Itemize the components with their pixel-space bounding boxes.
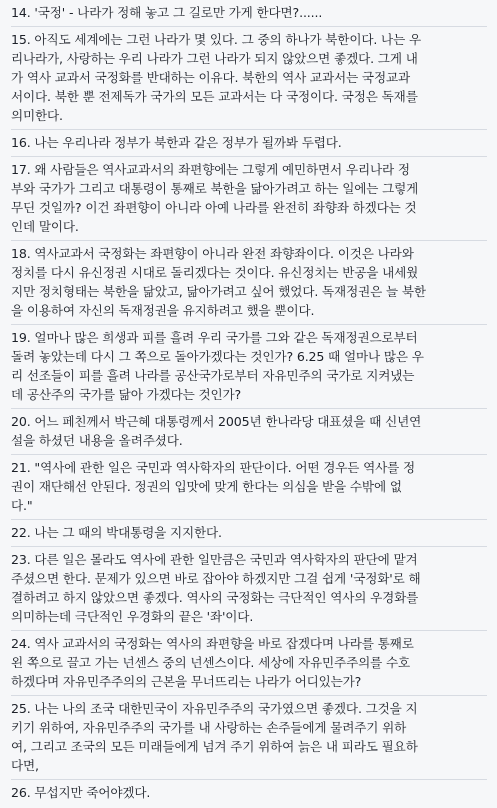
paragraph-22 xyxy=(11,520,487,547)
paragraph-line: 키기 위하여, 자유민주주의 국가를 내 사랑하는 손주들에게 물려주기 위하 xyxy=(11,720,407,735)
paragraph-line: 24. 역사 교과서의 국정화는 역사의 좌편향을 바로 잡겠다며 나라를 통째로 xyxy=(11,636,414,651)
paragraph-line: 가 역사 교과서 국정화를 반대하는 이유다. 북한의 역사 교과서는 국정교과 xyxy=(11,70,410,85)
paragraph-15 xyxy=(11,27,487,130)
paragraph-21 xyxy=(11,455,487,520)
paragraph-line: 인데 말이다. xyxy=(11,219,79,234)
paragraph-line: 의미한다. xyxy=(11,108,63,123)
paragraph-17 xyxy=(11,157,487,241)
paragraph-line: 무딘 것일까? 이건 좌편향이 아니라 아예 나라를 완전히 좌향좌 하겠다는 것 xyxy=(11,200,417,215)
paragraph-25 xyxy=(11,696,487,780)
paragraph-line: 여, 그리고 조국의 모든 미래들에게 넘겨 주기 위하여 늙은 내 피라도 필요하 xyxy=(11,739,418,754)
paragraph-14 xyxy=(11,0,487,27)
paragraph-line: 을 이용하여 자신의 독재정권을 유지하려고 했을 뿐이다. xyxy=(11,303,315,318)
paragraph-18 xyxy=(11,241,487,325)
paragraph-line: 서이다. 북한 뿐 전제독가 국가의 모든 교과서는 다 국정이다. 국정은 독재를 xyxy=(11,89,418,104)
paragraph-line: 데 공산주의 국가를 닮아 가겠다는 것인가? xyxy=(11,387,242,402)
paragraph-line: 의미하는데 극단적인 우경화의 끝은 '좌'이다. xyxy=(11,609,254,624)
paragraph-20 xyxy=(11,409,487,455)
paragraph-line: 20. 어느 페친께서 박근혜 대통령께서 2005년 한나라당 대표셨을 때 신년연 xyxy=(11,414,422,429)
paragraph-line: 15. 아직도 세계에는 그런 나라가 몇 있다. 그 중의 하나가 북한이다. 나는 우 xyxy=(11,32,421,47)
paragraph-line: 결하려고 하지 않았으면 좋겠다. 역사의 국정화는 극단적인 역사의 우경화를 xyxy=(11,590,419,605)
paragraph-line: 왼 쪽으로 끌고 가는 넌센스 중의 넌센스이다. 세상에 자유민주주의를 수호 xyxy=(11,655,410,670)
paragraph-line: 리나라가, 사랑하는 우리 나라가 그런 나라가 되지 않았으면 좋겠다. 그게 내 xyxy=(11,51,418,66)
paragraph-19 xyxy=(11,325,487,409)
paragraph-line: 18. 역사교과서 국정화는 좌편향이 아니라 완전 좌향좌이다. 이것은 나라와 xyxy=(11,246,414,261)
paragraph-line: 다면, xyxy=(11,758,39,773)
paragraph-line: 설을 하셨던 내용을 올려주셨다. xyxy=(11,433,183,448)
paragraph-line: 25. 나는 나의 조국 대한민국이 자유민주주의 국가였으면 좋겠다. 그것을 지 xyxy=(11,701,418,716)
paragraph-line: 23. 다른 일은 몰라도 역사에 관한 일만큼은 국민과 역사학자의 판단에 맡겨 xyxy=(11,552,418,567)
paragraph-line: 부와 국가가 그리고 대통령이 통째로 북한을 닮아가려고 하는 일에는 그렇게 xyxy=(11,181,419,196)
paragraph-26 xyxy=(11,780,487,806)
paragraph-line: 17. 왜 사람들은 역사교과서의 좌편향에는 그렇게 예민하면서 우리나라 정 xyxy=(11,162,410,177)
paragraph-line: 16. 나는 우리나라 정부가 북한과 같은 정부가 될까봐 두렵다. xyxy=(11,135,342,150)
paragraph-24 xyxy=(11,631,487,696)
paragraph-line: 정치를 다시 유신정권 시대로 돌리겠다는 것이다. 유신정치는 반공을 내세웠 xyxy=(11,265,419,280)
paragraph-line: 21. "역사에 관한 일은 국민과 역사학자의 판단이다. 어떤 경우든 역사를 정 xyxy=(11,460,416,475)
paragraph-line: 다." xyxy=(11,498,33,513)
paragraph-line: 주셨으면 한다. 문제가 있으면 바로 잡아야 하겠지만 그걸 쉽게 '국정화'로 해 xyxy=(11,571,421,586)
paragraph-line: 19. 얼마나 많은 희생과 피를 흘려 우리 국가를 그와 같은 독재정권으로부터 xyxy=(11,330,418,345)
paragraph-line: 리 선조들이 피를 흘려 나라를 공산국가로부터 자유민주의 국가로 지켜냈는 xyxy=(11,368,415,383)
paragraph-16 xyxy=(11,130,487,157)
paragraph-line: 14. '국정' - 나라가 정해 놓고 그 길로만 가게 한다면?...... xyxy=(11,5,323,20)
paragraph-23 xyxy=(11,547,487,631)
paragraph-line: 26. 무섭지만 죽어야겠다. xyxy=(11,785,151,800)
paragraph-line: 지만 정치형태는 북한을 닮았고, 닮아가려고 싶어 했었다. 독재정권은 늘 북한 xyxy=(11,284,426,299)
paragraph-line: 권이 재단해선 안된다. 정권의 입맛에 맞게 한다는 의심을 받을 수밖에 없 xyxy=(11,479,402,494)
paragraph-line: 하겠다며 자유민주주의의 근본을 무너뜨리는 나라가 어디있는가? xyxy=(11,674,362,689)
paragraph-line: 22. 나는 그 때의 박대통령을 지지한다. xyxy=(11,525,222,540)
paragraph-line: 돌려 놓았는데 다시 그 쪽으로 돌아가겠다는 것인가? 6.25 때 얼마나 많은 우 xyxy=(11,349,424,364)
